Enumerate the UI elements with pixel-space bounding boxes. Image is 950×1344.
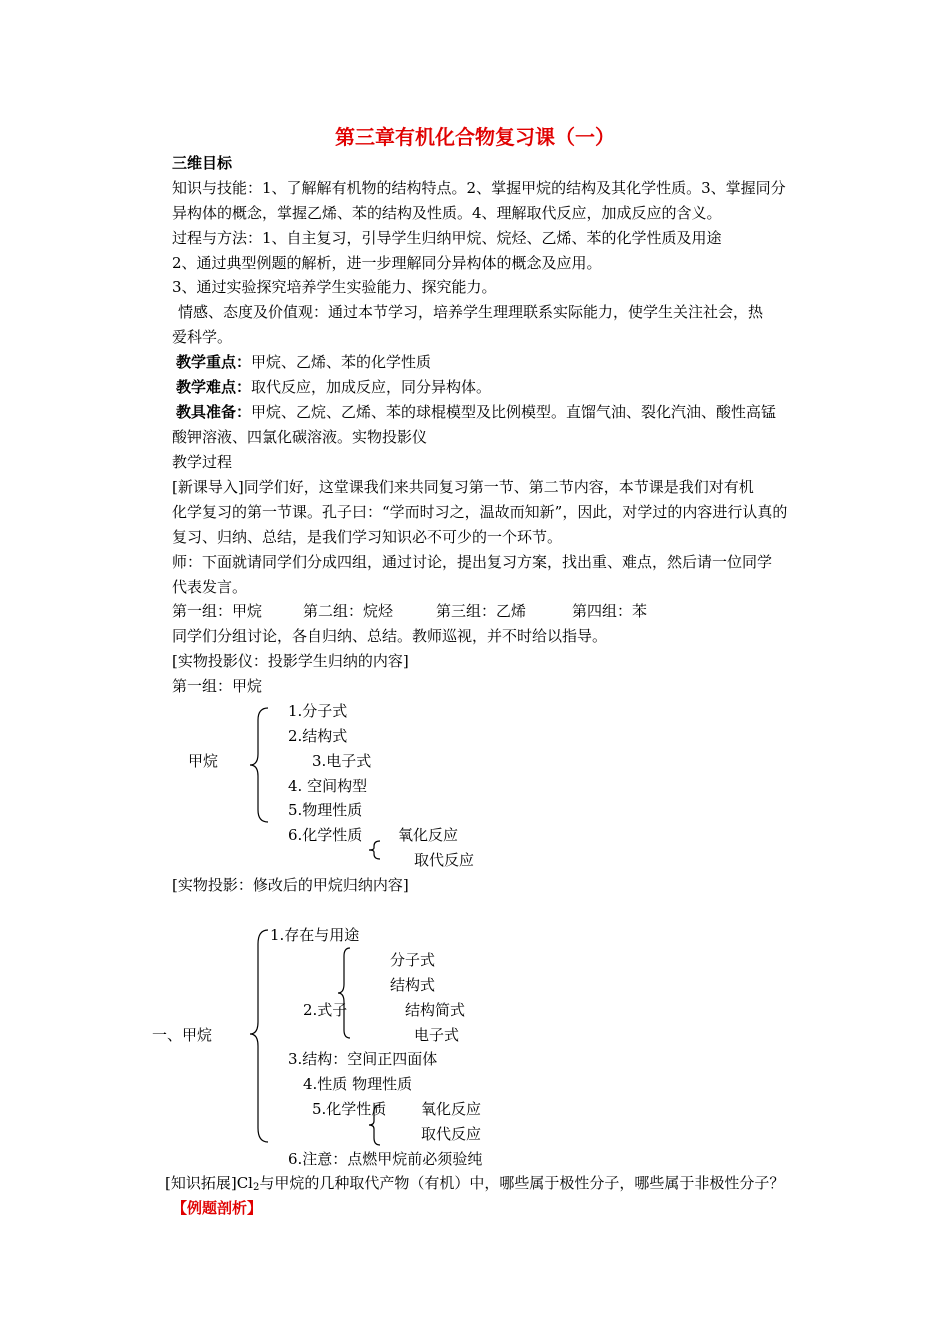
preparation-text-2: 酸钾溶液、四氯化碳溶液。实物投影仪 xyxy=(172,428,428,446)
outline-1-root: 甲烷 xyxy=(188,752,219,770)
preparation xyxy=(176,402,776,422)
key-points xyxy=(176,352,431,372)
group-2: 第二组：烷烃 xyxy=(303,602,394,620)
outline-1-sub-item: 氧化反应 xyxy=(398,826,459,844)
extension-subscript: 2 xyxy=(252,1182,260,1193)
process-heading: 教学过程 xyxy=(172,453,233,471)
process-line-2: 2、通过典型例题的解析，进一步理解同分异构体的概念及应用。 xyxy=(172,254,602,272)
outline-1-item: 6.化学性质 xyxy=(288,826,363,844)
formula-item: 结构式 xyxy=(390,976,436,994)
outline-1-item: 5.物理性质 xyxy=(288,801,363,819)
outline-1-brace xyxy=(248,706,272,824)
outline-2-root: 一、甲烷 xyxy=(152,1026,213,1044)
discussion-line: 同学们分组讨论，各自归纳、总结。教师巡视，并不时给以指导。 xyxy=(172,627,608,645)
teacher-line-2: 代表发言。 xyxy=(172,578,248,596)
preparation-label: 教具准备： xyxy=(176,403,252,421)
extension-text: 与甲烷的几种取代产物（有机）中，哪些属于极性分子，哪些属于非极性分子？ xyxy=(259,1174,785,1192)
outline-2-item-2: 2.式子 xyxy=(303,1001,348,1019)
intro-line-2: 化学复习的第一节课。孔子曰：“学而时习之，温故而知新”，因此，对学过的内容进行认真的 xyxy=(172,503,788,521)
outline-2-item-1: 1.存在与用途 xyxy=(270,926,360,944)
chem-item: 取代反应 xyxy=(421,1125,482,1143)
outline-1-item: 3.电子式 xyxy=(312,752,372,770)
emotion-line-1: 情感、态度及价值观：通过本节学习，培养学生理理联系实际能力，使学生关注社会，热 xyxy=(178,303,764,321)
outline-2-formula-brace xyxy=(336,946,352,1040)
outline-2-item-6: 6.注意：点燃甲烷前必须验纯 xyxy=(288,1150,483,1168)
extension-prefix: [知识拓展]Cl xyxy=(165,1174,253,1192)
outline-1-item: 2.结构式 xyxy=(288,727,348,745)
outline-1-item: 1.分子式 xyxy=(288,702,348,720)
process-line-3: 3、通过实验探究培养学生实验能力、探究能力。 xyxy=(172,278,497,296)
knowledge-extension xyxy=(165,1173,784,1198)
outline-2-item-5: 5.化学性质 xyxy=(312,1100,387,1118)
group-4: 第四组：苯 xyxy=(572,602,648,620)
chem-item: 氧化反应 xyxy=(421,1100,482,1118)
outline-2-brace xyxy=(248,928,270,1144)
page-title: 第三章有机化合物复习课（一） xyxy=(335,125,615,149)
knowledge-line-2: 异构体的概念，掌握乙烯、苯的结构及性质。4、理解取代反应，加成反应的含义。 xyxy=(172,204,722,222)
key-points-label: 教学重点： xyxy=(176,353,252,371)
outline-1-sub-item: 取代反应 xyxy=(414,851,475,869)
outline-2-chem-brace xyxy=(368,1104,382,1146)
outline-2-item-4: 4.性质 物理性质 xyxy=(303,1075,413,1093)
projector-line-1: [实物投影仪：投影学生归纳的内容] xyxy=(172,652,409,670)
group-3: 第三组：乙烯 xyxy=(436,602,527,620)
formula-item: 结构简式 xyxy=(405,1001,466,1019)
outline-1-sub-brace xyxy=(368,840,382,860)
formula-item: 分子式 xyxy=(390,951,436,969)
outline-2-item-3: 3.结构：空间正四面体 xyxy=(288,1050,438,1068)
intro-line-3: 复习、归纳、总结，是我们学习知识必不可少的一个环节。 xyxy=(172,528,563,546)
group-1-heading: 第一组：甲烷 xyxy=(172,677,263,695)
preparation-text-1: 甲烷、乙烷、乙烯、苯的球棍模型及比例模型。直馏气油、裂化汽油、酸性高锰 xyxy=(251,403,777,421)
outline-1-item: 4. 空间构型 xyxy=(288,777,368,795)
example-heading: 【例题剖析】 xyxy=(172,1199,263,1217)
group-1: 第一组：甲烷 xyxy=(172,602,263,620)
goals-heading: 三维目标 xyxy=(172,154,233,172)
difficulties-text: 取代反应，加成反应，同分异构体。 xyxy=(251,378,492,396)
formula-item: 电子式 xyxy=(414,1026,460,1044)
emotion-line-2: 爱科学。 xyxy=(172,328,233,346)
intro-line-1: [新课导入]同学们好，这堂课我们来共同复习第一节、第二节内容，本节课是我们对有机 xyxy=(172,478,754,496)
difficulties-label: 教学难点： xyxy=(176,378,252,396)
knowledge-line-1: 知识与技能：1、了解解有机物的结构特点。2、掌握甲烷的结构及其化学性质。3、掌握同分 xyxy=(172,179,786,197)
process-line-1: 过程与方法：1、自主复习，引导学生归纳甲烷、烷烃、乙烯、苯的化学性质及用途 xyxy=(172,229,722,247)
difficulties xyxy=(176,377,491,397)
projector-line-2: [实物投影：修改后的甲烷归纳内容] xyxy=(172,876,409,894)
teacher-line-1: 师：下面就请同学们分成四组，通过讨论，提出复习方案，找出重、难点，然后请一位同学 xyxy=(172,553,773,571)
key-points-text: 甲烷、乙烯、苯的化学性质 xyxy=(251,353,432,371)
